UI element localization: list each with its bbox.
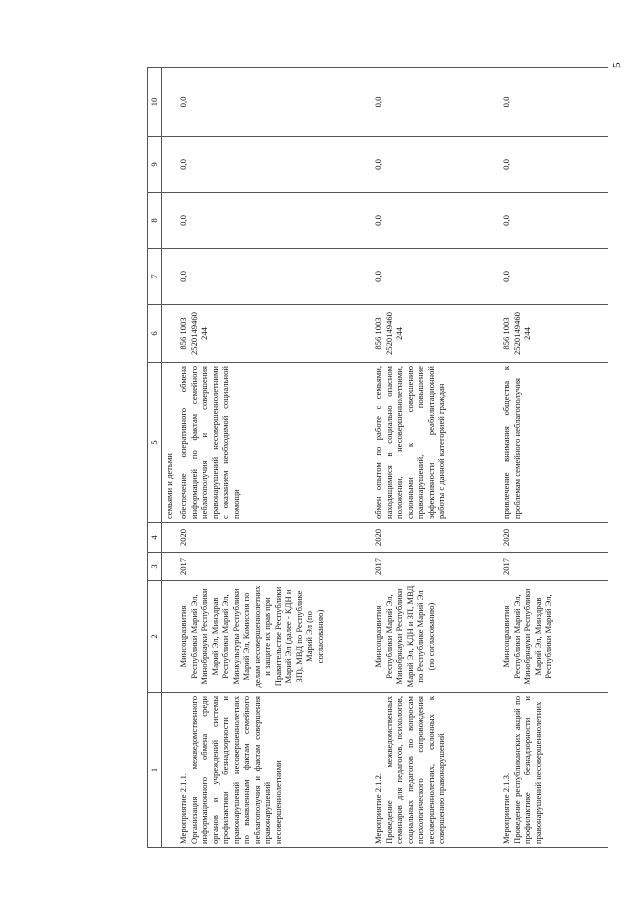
measure-cell (498, 693, 608, 848)
budget-code: 856 1003 2520149460 244 (498, 305, 608, 363)
measure-title: Мероприятие 2.1.3. (501, 772, 512, 844)
value-10: 0,0 (370, 68, 498, 137)
executors-cell: Минсоцразвития Республики Марий Эл, Минобрнауки Республики Марий Эл, Минздрав Республики Марий Эл, Минкультуры Республики Марий Эл, Комиссия по делам несовершеннолетних и защите их прав при Правительстве Республики Марий Эл (далее - КДН и ЗП), МВД по Республике Марий Эл (по согласованию) (175, 581, 370, 693)
measure-description: Проведение межведомственных семинаров для педагогов, психологов, социальных педагогов по вопросам психологического сопровождения несовершеннолетних, склонных к совершению правонарушений (383, 696, 447, 844)
table-row (370, 68, 498, 848)
result-cell: привлечение внимания общества к проблемам семейного неблагополучия (498, 363, 608, 523)
value-8: 0,0 (370, 193, 498, 249)
value-10: 0,0 (498, 68, 608, 137)
col-header: 8 (148, 193, 162, 249)
value-7: 0,0 (370, 249, 498, 305)
col-header: 4 (148, 523, 162, 553)
value-7: 0,0 (175, 249, 370, 305)
table-row (498, 68, 608, 848)
value-9: 0,0 (498, 137, 608, 193)
value-9: 0,0 (175, 137, 370, 193)
executors-cell: Минсоцразвития Республики Марий Эл, Минобрнауки Республики Марий Эл, Минздрав Республики Марий Эл, (498, 581, 608, 693)
measure-cell (175, 693, 370, 848)
header-row (148, 68, 162, 848)
end-year: 2020 (175, 523, 370, 553)
continuation-row (162, 68, 176, 848)
measure-description: Организация межведомственного информационного обмена среди органов и учреждений системы профилактики безнадзорности и правонарушений несовершеннолетних по выявленным фактам семейного неблагополучия и фактам совершения правонарушений несовершеннолетними (188, 696, 283, 844)
col-header: 2 (148, 581, 162, 693)
col-header: 1 (148, 693, 162, 848)
continuation-text: семьями и детьми (162, 363, 176, 523)
start-year: 2017 (498, 553, 608, 581)
start-year: 2017 (370, 553, 498, 581)
value-10: 0,0 (175, 68, 370, 137)
end-year: 2020 (498, 523, 608, 553)
value-7: 0,0 (498, 249, 608, 305)
budget-code: 856 1003 2520149460 244 (370, 305, 498, 363)
col-header: 5 (148, 363, 162, 523)
value-9: 0,0 (370, 137, 498, 193)
table-row (175, 68, 370, 848)
budget-code: 856 1003 2520149460 244 (175, 305, 370, 363)
value-8: 0,0 (175, 193, 370, 249)
measure-title: Мероприятие 2.1.2. (373, 772, 384, 844)
measure-title: Мероприятие 2.1.1. (178, 772, 189, 844)
col-header: 6 (148, 305, 162, 363)
rotated-table-wrapper (147, 68, 625, 848)
page-number: 5 (611, 62, 623, 68)
result-cell: обеспечение оперативного обмена информацией по фактам семейного неблагополучия и совершения правонарушений несовершеннолетними с оказанием необходимой социальной помощи (175, 363, 370, 523)
col-header: 9 (148, 137, 162, 193)
end-year: 2020 (370, 523, 498, 553)
result-cell: обмен опытом по работе с семьями, находящимися в социально опасном положении, несовершеннолетними, склонными к совершению правонарушений, повышение эффективности реабилитационной работы с данной категорией граждан (370, 363, 498, 523)
col-header: 3 (148, 553, 162, 581)
measure-cell (370, 693, 498, 848)
measure-description: Проведение республиканских акций по профилактике безнадзорности и правонарушений несовершеннолетних (511, 696, 543, 844)
col-header: 7 (148, 249, 162, 305)
start-year: 2017 (175, 553, 370, 581)
col-header: 10 (148, 68, 162, 137)
executors-cell: Минсоцразвития Республики Марий Эл, Минобрнауки Республики Марий Эл, КДН и ЗП, МВД по Республике Марий Эл (по согласованию) (370, 581, 498, 693)
program-table (147, 67, 608, 848)
value-8: 0,0 (498, 193, 608, 249)
